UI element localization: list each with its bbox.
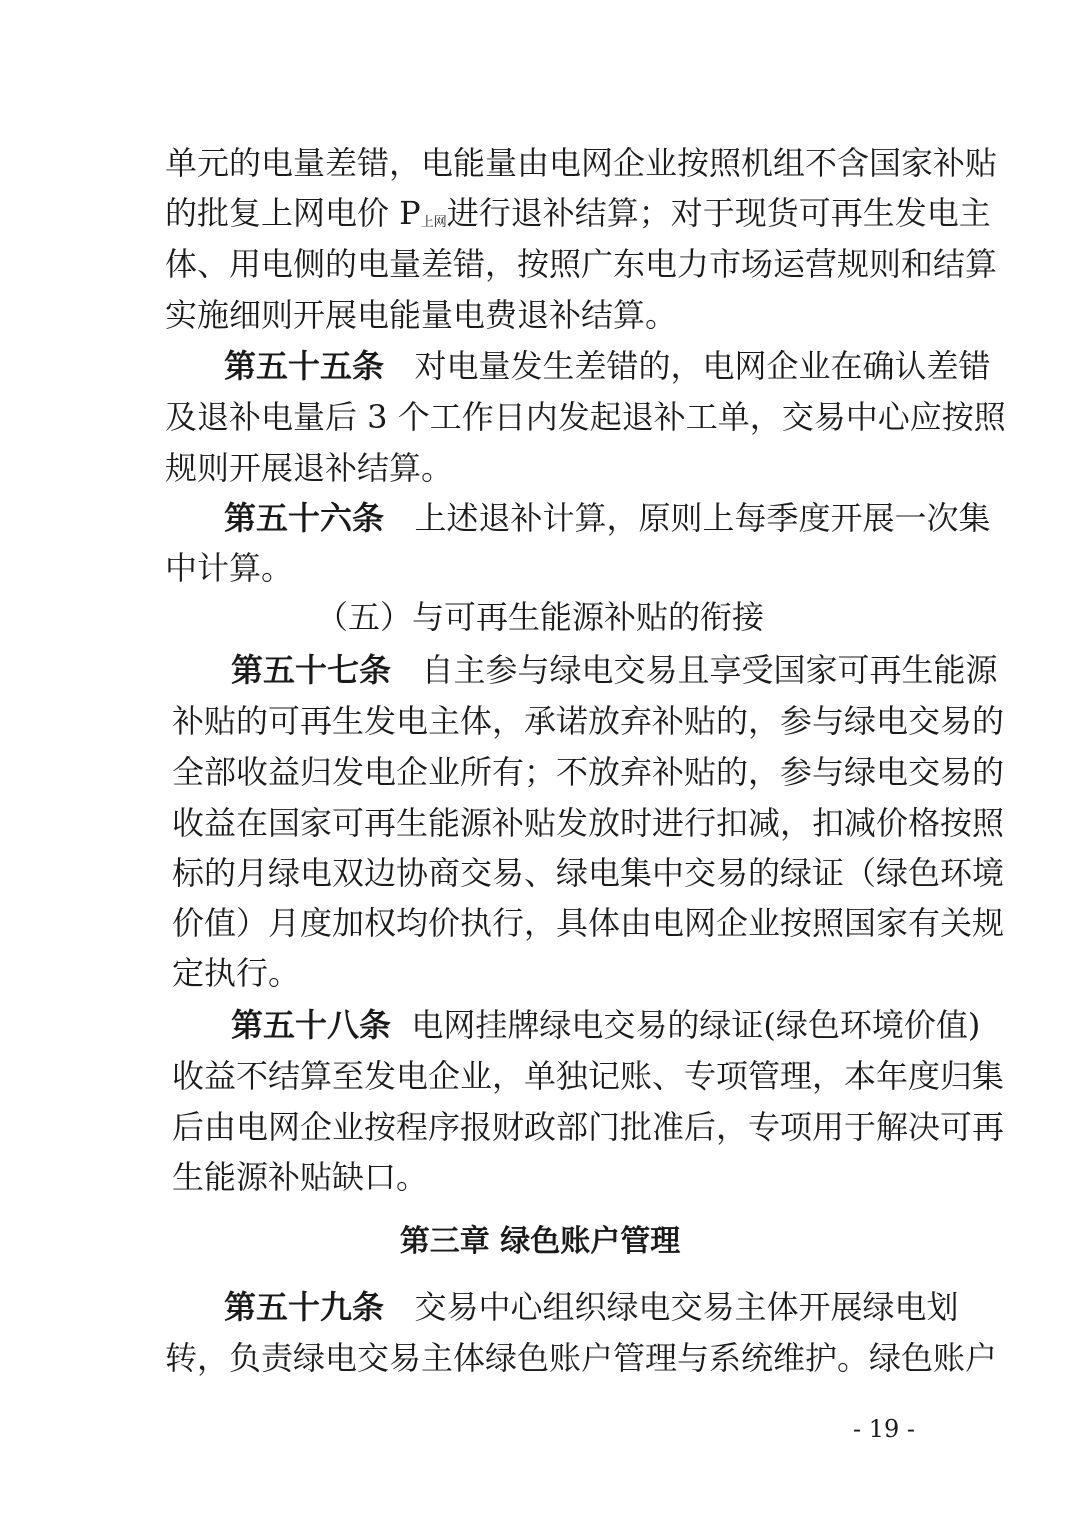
text-line: 收益不结算至发电企业，单独记账、专项管理，本年度归集 bbox=[172, 1057, 1005, 1095]
text-line: 标的月绿电双边协商交易、绿电集中交易的绿证（绿色环境 bbox=[172, 854, 1005, 892]
text-line: 中计算。 bbox=[165, 549, 294, 587]
section-heading: （五）与可再生能源补贴的衔接 bbox=[315, 598, 764, 636]
article-59-first-line bbox=[0, 1287, 959, 1327]
page-number: - 19 - bbox=[852, 1415, 915, 1443]
text-line: 价值）月度加权均价执行，具体由电网企业按照国家有关规 bbox=[172, 904, 1005, 942]
article-title: 第五十五条 bbox=[224, 347, 385, 385]
text-line: 收益在国家可再生能源补贴发放时进行扣减，扣减价格按照 bbox=[172, 804, 1005, 842]
text-span: 的批复上网电价 P bbox=[165, 194, 421, 232]
text-line: 规则开展退补结算。 bbox=[165, 449, 454, 487]
subscript: 上网 bbox=[420, 215, 447, 230]
article-56-first-line bbox=[0, 498, 991, 538]
text-span: 电网挂牌绿电交易的绿证(绿色环境价值) bbox=[411, 1006, 981, 1044]
article-58-first-line bbox=[0, 1005, 981, 1045]
text-line: 转，负责绿电交易主体绿色账户管理与系统维护。绿色账户 bbox=[165, 1339, 998, 1377]
text-line: 体、用电侧的电量差错，按照广东电力市场运营规则和结算 bbox=[165, 245, 998, 283]
article-55-first-line bbox=[0, 346, 991, 386]
text-span: 对电量发生差错的，电网企业在确认差错 bbox=[414, 347, 991, 385]
text-line: 定执行。 bbox=[172, 954, 301, 992]
text-span: 进行退补结算；对于现货可再生发电主 bbox=[446, 194, 991, 232]
text-line: 全部收益归发电企业所有；不放弃补贴的，参与绿电交易的 bbox=[172, 753, 1005, 791]
text-line bbox=[165, 193, 991, 233]
chapter-heading: 第三章 绿色账户管理 bbox=[399, 1224, 681, 1259]
article-title: 第五十七条 bbox=[231, 651, 392, 689]
text-span: 自主参与绿电交易且享受国家可再生能源 bbox=[421, 651, 998, 689]
article-57-first-line bbox=[0, 650, 998, 690]
article-title: 第五十八条 bbox=[231, 1006, 392, 1044]
article-title: 第五十六条 bbox=[224, 499, 385, 537]
article-title: 第五十九条 bbox=[224, 1288, 385, 1326]
text-line: 补贴的可再生发电主体，承诺放弃补贴的，参与绿电交易的 bbox=[172, 702, 1005, 740]
text-line: 单元的电量差错，电能量由电网企业按照机组不含国家补贴 bbox=[165, 144, 998, 182]
text-line: 生能源补贴缺口。 bbox=[172, 1158, 429, 1196]
text-line: 实施细则开展电能量电费退补结算。 bbox=[165, 296, 678, 334]
text-span: 上述退补计算，原则上每季度开展一次集 bbox=[414, 499, 991, 537]
text-span: 交易中心组织绿电交易主体开展绿电划 bbox=[414, 1288, 959, 1326]
text-line: 及退补电量后 3 个工作日内发起退补工单，交易中心应按照 bbox=[165, 398, 1006, 436]
text-line: 后由电网企业按程序报财政部门批准后，专项用于解决可再 bbox=[172, 1108, 1005, 1146]
